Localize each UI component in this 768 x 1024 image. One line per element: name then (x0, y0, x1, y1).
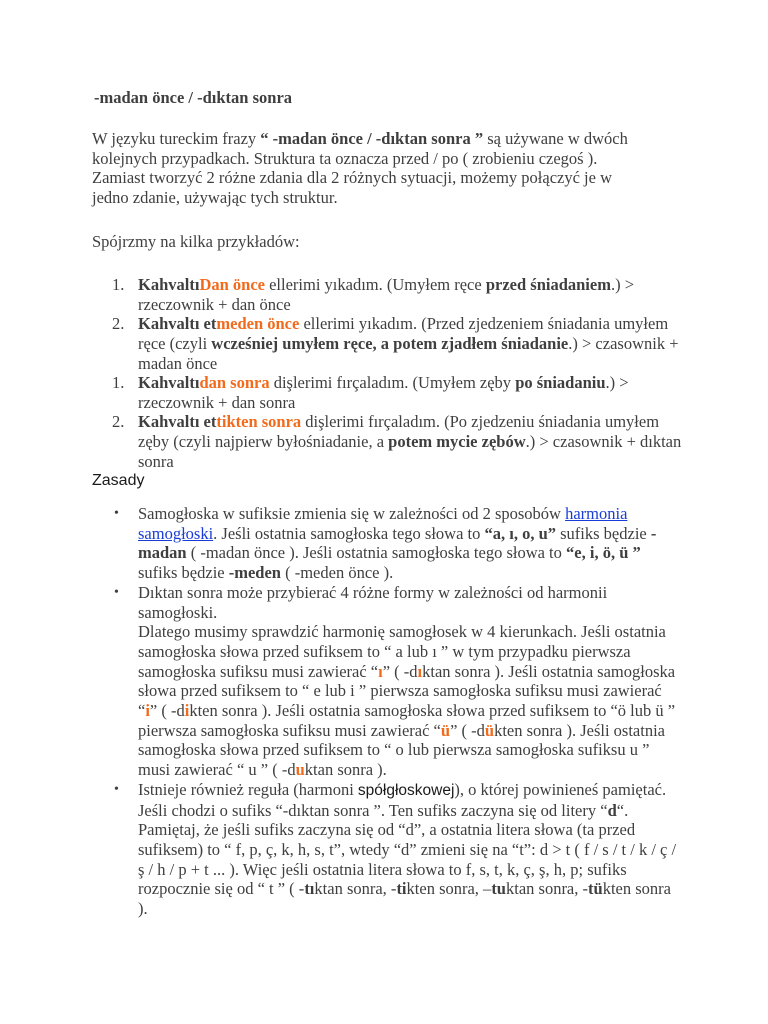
bullet-icon: • (114, 584, 119, 600)
rule-text: Dıktan sonra może przybierać 4 różne formy w zależności od harmonii samogłoski. (138, 582, 608, 622)
rule-text: kten sonra ). Jeśli ostatnia samogłoska słowa przed sufiksem to “ o lub pierwsza samogłoska sufiksu u ” musi zawierać “ u ” ( -d (138, 720, 665, 780)
rule-text: ” ( -d (149, 701, 185, 721)
suffix-bold: tu (491, 879, 506, 899)
document-title: -madan önce / -dıktan sonra (94, 88, 293, 107)
rule-text: ktan sonra, - (314, 879, 397, 899)
bullet-icon: • (114, 506, 119, 521)
example-translation-bold: po śniadaniu (515, 373, 606, 392)
rule-text: kten sonra ). (138, 879, 671, 919)
rules-list (92, 504, 682, 919)
rule-text: Istnieje również reguła (harmoni (138, 779, 358, 799)
vowels-bold: “e, i, ö, ü ” (566, 543, 641, 563)
vowel-highlight: ü (440, 720, 451, 740)
suffix-bold: -madan (138, 523, 657, 563)
rule-text: Dlatego musimy sprawdzić harmonię samogłosek w 4 kierunkach. Jeśli ostatnia samogłoska słowa przed sufiksem to “ a lub ı ” w tym przypadku pierwsza samogłoska sufiksu musi zawierać “ (138, 622, 666, 681)
example-stem: Kahvaltı et (138, 412, 217, 432)
rule-text: sufiks będzie (138, 563, 229, 583)
vowel-highlight: ı (417, 661, 423, 681)
intro-text-rest: są używane w dwóch kolejnych przypadkach. Struktura ta oznacza przed / po ( zrobieniu czegoś ). Zamiast tworzyć 2 różne zdania dla 2 różnych sytuacji, możemy połączyć je w jedno zdanie, używając tych struktur. (92, 129, 628, 208)
list-number: 2. (112, 314, 125, 334)
bullet-icon: • (114, 781, 119, 797)
example-item (92, 314, 682, 373)
rule-text: sufiks będzie (556, 523, 651, 543)
example-stem: Kahvaltı (138, 275, 200, 294)
example-text: dişlerimi fırçaladım. (Umyłem zęby (269, 373, 516, 392)
example-rule: .) > rzeczownik + dan sonra (138, 373, 629, 412)
rule-text: kten sonra ). Jeśli ostatnia samogłoska słowa przed sufiksem to “ö lub ü ” pierwsza samogłoska sufiksu musi zawierać “ (138, 701, 676, 740)
example-suffix: dan sonra (199, 373, 270, 392)
suffix-bold: ti (396, 879, 407, 899)
intro-paragraph (92, 129, 652, 208)
example-stem: Kahvaltı (138, 373, 200, 392)
rule-text: Samogłoska w sufiksie zmienia się w zależności od 2 sposobów (138, 504, 566, 523)
vowel-highlight: ü (484, 720, 495, 740)
example-suffix: tikten sonra (216, 412, 302, 432)
example-rule: .) > rzeczownik + dan önce (138, 275, 635, 314)
rule-text: ), o której powinieneś pamiętać. Jeśli chodzi o sufiks “-dıktan sonra ”. Ten sufiks zaczyna się od litery “ (138, 779, 667, 820)
vowels-bold: “a, ı, o, u” (484, 523, 556, 543)
examples-heading: Spójrzmy na kilka przykładów: (92, 232, 300, 251)
rule-text: kten sonra, – (406, 879, 492, 899)
rule-text: ” ( -d (382, 661, 418, 681)
example-item (92, 373, 682, 412)
example-suffix: meden önce (216, 314, 300, 334)
rule-item (92, 504, 682, 583)
rule-text: . Jeśli ostatnia samogłoska tego słowa to (213, 523, 485, 543)
rule-item (92, 780, 682, 919)
example-stem: Kahvaltı et (138, 314, 217, 334)
harmonia-link[interactable]: harmonia samogłoski (138, 504, 628, 543)
vowel-highlight: ı (378, 661, 383, 681)
example-translation-bold: potem mycie zębów (388, 432, 526, 452)
suffix-bold: tü (588, 879, 603, 899)
rule-item (92, 583, 682, 780)
example-text: dişlerimi fırçaladım. (Po zjedzeniu śniadania umyłem zęby (czyli najpierw byłośniadanie, a (138, 412, 660, 452)
example-item (92, 275, 682, 314)
intro-bold-phrase: “ -madan önce / -dıktan sonra ” (260, 129, 484, 148)
example-text: ellerimi yıkadım. (Przed zjedzeniem śniadania umyłem ręce (czyli (138, 314, 669, 354)
letter-bold: d (607, 800, 617, 820)
example-item (92, 412, 682, 471)
example-rule: .) > czasownik + dıktan sonra (138, 432, 682, 471)
rule-text: ” ( -d (450, 720, 485, 740)
suffix-bold: tı (304, 879, 315, 899)
rule-text: ktan sonra, - (505, 879, 589, 899)
example-translation-bold: wcześniej umyłem ręce, a potem zjadłem śniadanie (211, 334, 569, 354)
rule-text: ( -meden önce ). (280, 563, 394, 583)
rule-text: ktan sonra ). Jeśli ostatnia samogłoska słowa przed sufiksem to “ e lub i ” pierwsza samogłoska sufiksu musi zawierać “ (138, 661, 676, 721)
consonant-harmony-term: spółgłoskowej (357, 781, 455, 799)
list-number: 2. (112, 412, 125, 432)
intro-text: W języku tureckim frazy (92, 129, 261, 148)
list-number: 1. (112, 373, 125, 392)
rule-text: ( -madan önce ). Jeśli ostatnia samogłoska tego słowa to (186, 543, 567, 563)
vowel-highlight: i (184, 701, 190, 721)
example-rule: .) > czasownik + madan önce (138, 334, 679, 373)
vowel-highlight: i (145, 701, 150, 721)
example-translation-bold: przed śniadaniem (485, 275, 611, 294)
rules-heading: Zasady (92, 472, 145, 489)
example-suffix: Dan önce (199, 275, 265, 294)
vowel-highlight: u (295, 760, 305, 780)
suffix-bold: -meden (228, 563, 281, 583)
examples-list-after (92, 373, 682, 472)
example-text: ellerimi yıkadım. (Umyłem ręce (264, 275, 486, 294)
examples-list-before (92, 275, 682, 374)
rule-text: “. Pamiętaj, że jeśli sufiks zaczyna się od “d”, a ostatnia litera słowa (ta przed sufiksem) to “ f, p, ç, k, h, s, t”, wtedy “d” zmieni się na “t”: d > t ( f / s / t / k / ç / ş / h / p + t ... ). Więc jeśli ostatnia litera słowa to f, s, t, k, ç, ş, h, p; sufiks rozpocznie się od “ t ” ( - (138, 800, 677, 899)
list-number: 1. (112, 275, 125, 294)
rule-text: ktan sonra ). (304, 760, 387, 780)
